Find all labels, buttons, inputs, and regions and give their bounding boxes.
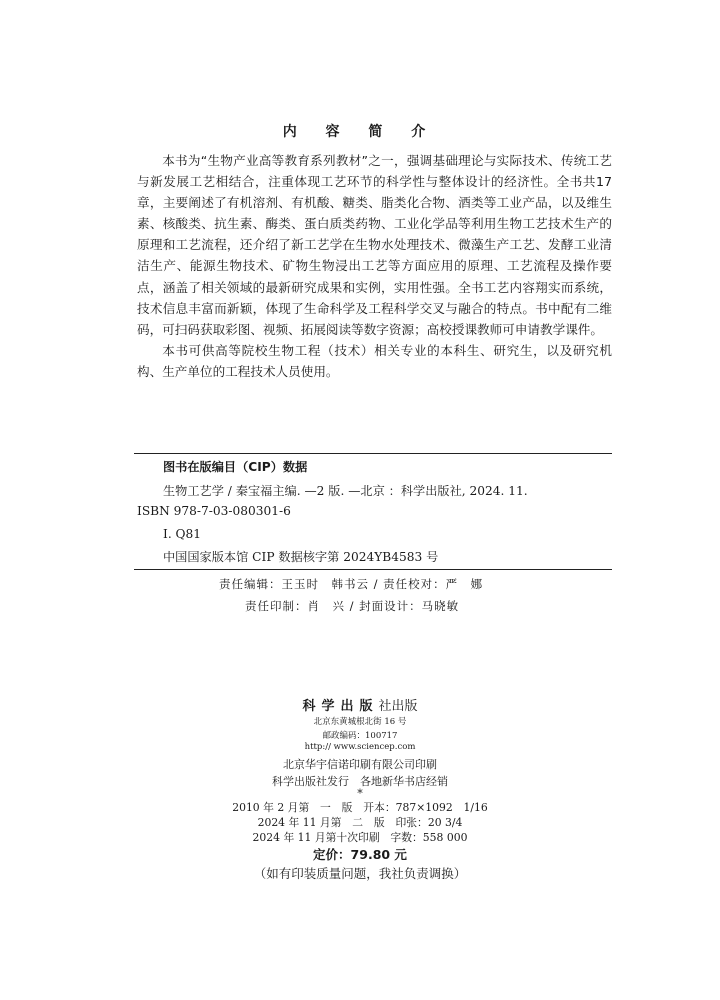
publisher-address: 北京东黄城根北街 16 号 xyxy=(313,717,407,727)
separator-star: * xyxy=(357,787,363,800)
distribution-line: 科学出版社发行 各地新华书店经销 xyxy=(272,775,448,788)
summary-paragraph-2: 本书可供高等院校生物工程（技术）相关专业的本科生、研究生，以及研究机构、生产单位的工程技术人员使用。 xyxy=(137,342,612,379)
summary-heading: 内 容 简 介 xyxy=(282,124,438,140)
summary-body xyxy=(137,150,612,382)
cip-classification: Ⅰ. Q81 xyxy=(163,527,202,541)
edition-line-2: 2024 年 11 月第 二 版 印张：20 3/4 xyxy=(257,816,463,829)
printer-line: 北京华宇信诺印刷有限公司印刷 xyxy=(283,758,437,771)
price: 定价：79.80 元 xyxy=(313,847,407,862)
publisher-name-art: 科学出版 xyxy=(302,699,379,714)
cip-bottom-rule xyxy=(134,569,612,570)
publisher-logo xyxy=(0,695,720,714)
cip-isbn: ISBN 978-7-03-080301-6 xyxy=(137,504,291,518)
return-note: （如有印装质量问题，我社负责调换） xyxy=(253,866,467,881)
cip-record-number: 中国国家版本馆 CIP 数据核字第 2024YB4583 号 xyxy=(163,550,439,564)
publisher-name-suffix: 社出版 xyxy=(378,699,418,714)
cip-top-rule xyxy=(134,453,612,454)
staff-printing-cover: 责任印制：肖 兴 / 封面设计：马晓敏 xyxy=(245,599,460,613)
cip-bibliographic-line: 生物工艺学 / 秦宝福主编. —2 版. —北京 ：科学出版社, 2024. 11. xyxy=(163,484,528,498)
publisher-postcode: 邮政编码：100717 xyxy=(322,731,398,741)
summary-paragraph-1: 本书为“生物产业高等教育系列教材”之一，强调基础理论与实际技术、传统工艺与新发展工艺相结合，注重体现工艺环节的科学性与整体设计的经济性。全书共17章，主要阐述了有机溶剂、有机酸、糖类、脂类化合物、酒类等工业产品，以及维生素、核酸类、抗生素、酶类、蛋白质类药物、工业化学品等利用生物工艺技术生产的原理和工艺流程，还介绍了新工艺学在生物水处理技术、微藻生产工艺、发酵工业清洁生产、能源生物技术、矿物生物浸出工艺等方面应用的原理、工艺流程及操作要点，涵盖了相关领域的最新研究成果和实例，实用性强。全书工艺内容翔实而系统，技术信息丰富而新颖，体现了生命科学及工程科学交叉与融合的特点。书中配有二维码，可扫码获取彩图、视频、拓展阅读等数字资源；高校授课教师可申请教学课件。 xyxy=(137,153,612,337)
staff-editors: 责任编辑：王玉时 韩书云 / 责任校对：严 娜 xyxy=(219,577,484,591)
cip-title: 图书在版编目（CIP）数据 xyxy=(163,460,308,474)
edition-line-3: 2024 年 11 月第十次印刷 字数：558 000 xyxy=(252,831,468,844)
publisher-website: http:// www.sciencep.com xyxy=(304,742,416,752)
edition-line-1: 2010 年 2 月第 一 版 开本：787×1092 1/16 xyxy=(232,801,488,814)
